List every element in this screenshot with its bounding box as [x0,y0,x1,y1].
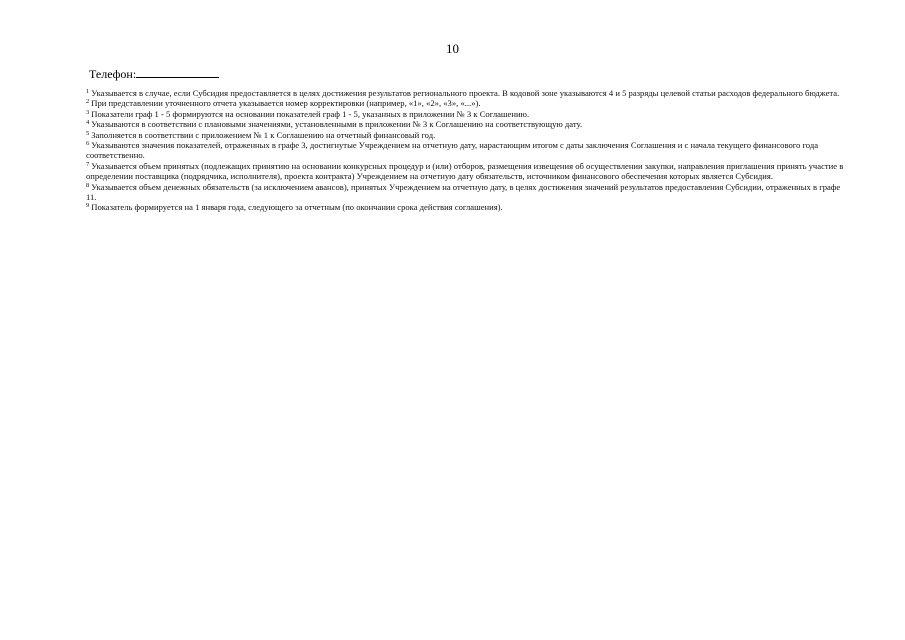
footnote-number: 6 [86,140,90,148]
footnote-number: 7 [86,160,90,168]
footnote-number: 3 [86,108,90,116]
footnote-text: Указывается объем принятых (подлежащих принятию на основании конкурсных процедур и (или) отборов, размещения извещения об осуществлении закупки, направления приглашения принять участие в определении поставщика (подрядчика, исполнителя), проекта контракта) Учреждением на отчетную дату обязательств, источником финансового обеспечения которых является Субсидия. [86,160,844,182]
footnote [86,98,846,108]
footnote-number: 9 [86,202,90,210]
footnote [86,182,846,203]
footnote-number: 8 [86,181,90,189]
footnote [86,161,846,182]
footnotes [86,88,846,213]
phone-line [89,66,219,81]
footnote-text: Показатели граф 1 - 5 формируются на основании показателей граф 1 - 5, указанных в приложении № 3 к Соглашению. [91,108,530,119]
footnote-text: Указываются в соответствии с плановыми значениями, установленными в приложении № 3 к Соглашению на соответствующую дату. [91,119,583,130]
footnote-text: Показатель формируется на 1 января года, следующего за отчетным (по окончании срока действия соглашения). [91,202,503,213]
footnote-number: 2 [86,98,90,106]
footnote-text: При представлении уточненного отчета указывается номер корректировки (например, «1», «2», «3», «...»). [91,98,481,109]
phone-label: Телефон: [89,67,137,81]
footnote-text: Указываются значения показателей, отраженных в графе 3, достигнутые Учреждением на отчетную дату, нарастающим итогом с даты заключения Соглашения и с начала текущего финансового года соответственно. [86,140,819,161]
page-number: 10 [446,41,459,56]
footnote-text: Заполняется в соответствии с приложением № 1 к Соглашению на отчетный финансовый год. [91,129,436,140]
phone-blank-line [136,66,219,78]
footnote [86,202,846,212]
footnote [86,130,846,140]
footnote [86,119,846,129]
footnote [86,88,846,98]
footnote-number: 5 [86,129,90,137]
footnote-number: 4 [86,119,90,127]
footnote [86,109,846,119]
footnote-text: Указывается объем денежных обязательств (за исключением авансов), принятых Учреждением на отчетную дату, в целях достижения значений результатов предоставления Субсидии, отраженных в графе 11. [86,181,841,203]
footnote-number: 1 [86,88,90,95]
footnote [86,140,846,161]
footnote-text: Указывается в случае, если Субсидия предоставляется в целях достижения результатов регионального проекта. В кодовой зоне указываются 4 и 5 разряды целевой статьи расходов федерального бюджета. [91,88,840,98]
